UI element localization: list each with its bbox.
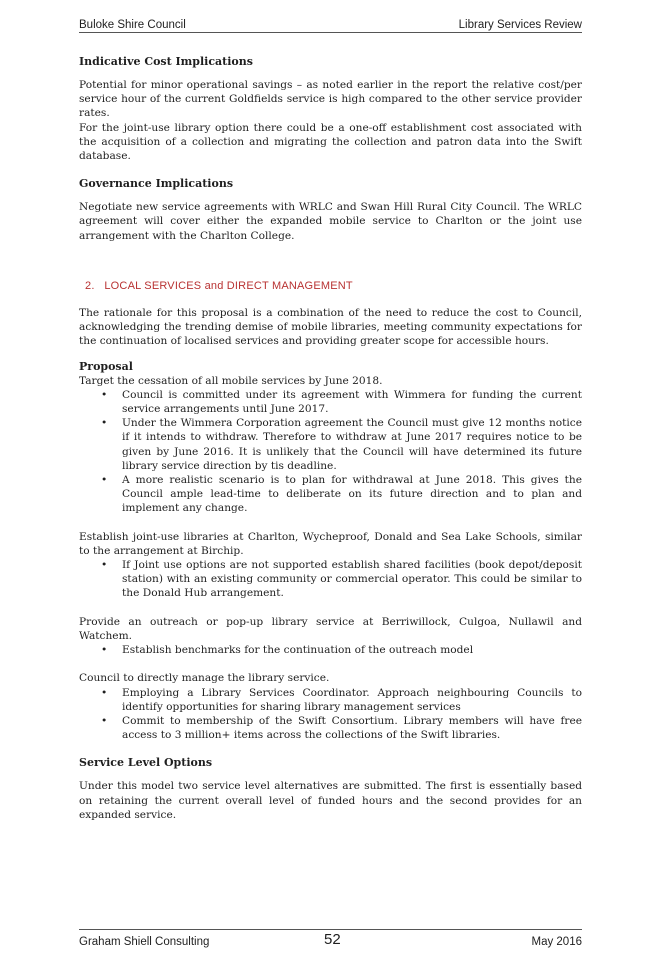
proposal-target: Target the cessation of all mobile services by June 2018. — [79, 374, 383, 387]
list-item: • Under the Wimmera Corporation agreement the Council must give 12 months notice if it intends to withdraw. Therefore to withdraw at June 2017 requires notice to be given by June 2016. It is unlikely that the Council will have determined its future library service direction by tis deadline. — [101, 417, 582, 472]
footer-date: May 2016 — [531, 936, 582, 948]
cost-paragraph-2: For the joint-use library option there could be a one-off establishment cost associated with the acquisition of a collection and migrating the collection and patron data into the Swift database. — [79, 121, 582, 163]
section-title: LOCAL SERVICES and DIRECT MANAGEMENT — [104, 279, 353, 292]
proposal-heading: Proposal — [79, 359, 133, 373]
page-footer — [79, 929, 582, 952]
section-number: 2. — [85, 279, 95, 292]
direct-management-paragraph: Council to directly manage the library service. — [79, 672, 330, 685]
direct-management-list — [79, 686, 582, 743]
list-item: • A more realistic scenario is to plan for withdrawal at June 2018. This gives the Council ample lead-time to deliberate on its future direction and to plan and implement any change. — [101, 474, 582, 515]
bullet-icon: • — [101, 474, 108, 487]
list-item: • Employing a Library Services Coordinator. Approach neighbouring Councils to identify opportunities for sharing library management services — [101, 686, 582, 713]
header-report-title: Library Services Review — [458, 19, 582, 31]
cost-paragraph-1: Potential for minor operational savings – as noted earlier in the report the relative cost/per service hour of the current Goldfields service is high compared to the other service provider rates. — [79, 79, 582, 120]
bullet-icon: • — [101, 644, 108, 657]
joint-use-list — [79, 558, 582, 601]
bullet-icon: • — [101, 559, 108, 572]
outreach-list — [79, 643, 582, 657]
bullet-icon: • — [101, 686, 108, 699]
page-number: 52 — [324, 931, 341, 948]
governance-paragraph: Negotiate new service agreements with WRLC and Swan Hill Rural City Council. The WRLC agreement will cover either the expanded mobile service to Charlton or the joint use arrangement with the Charlton College. — [79, 201, 582, 242]
list-item: • Council is committed under its agreement with Wimmera for funding the current service arrangements until June 2017. — [101, 388, 582, 416]
bullet-icon: • — [101, 714, 108, 727]
service-level-paragraph: Under this model two service level alternatives are submitted. The first is essentially based on retaining the current overall level of funded hours and the second provides for an expanded service. — [79, 780, 582, 821]
cost-implications-heading: Indicative Cost Implications — [79, 55, 253, 68]
footer-author: Graham Shiell Consulting — [79, 936, 210, 948]
mobile-services-list — [79, 388, 582, 516]
joint-use-paragraph: Establish joint-use libraries at Charlton, Wycheproof, Donald and Sea Lake Schools, similar to the arrangement at Birchip. — [79, 530, 582, 557]
service-level-heading: Service Level Options — [79, 756, 213, 770]
header-organisation: Buloke Shire Council — [79, 19, 186, 31]
page-content — [79, 55, 582, 822]
page-header — [79, 13, 582, 33]
list-item: • If Joint use options are not supported establish shared facilities (book depot/deposit station) with an existing community or commercial operator. This could be similar to the Donald Hub arrangement. — [101, 559, 582, 600]
bullet-icon: • — [101, 388, 108, 401]
bullet-icon: • — [101, 417, 108, 430]
section-2-intro: The rationale for this proposal is a combination of the need to reduce the cost to Council, acknowledging the trending demise of mobile libraries, meeting community expectations for the continuation of localised services and providing greater scope for accessible hours. — [79, 307, 582, 348]
list-item: • Establish benchmarks for the continuation of the outreach model — [101, 644, 474, 657]
list-item: • Commit to membership of the Swift Consortium. Library members will have free access to 3 million+ items across the collections of the Swift libraries. — [101, 714, 582, 742]
section-2-heading — [79, 279, 582, 293]
outreach-paragraph: Provide an outreach or pop-up library service at Berriwillock, Culgoa, Nullawil and Watchem. — [79, 615, 582, 642]
governance-implications-heading: Governance Implications — [79, 177, 234, 191]
